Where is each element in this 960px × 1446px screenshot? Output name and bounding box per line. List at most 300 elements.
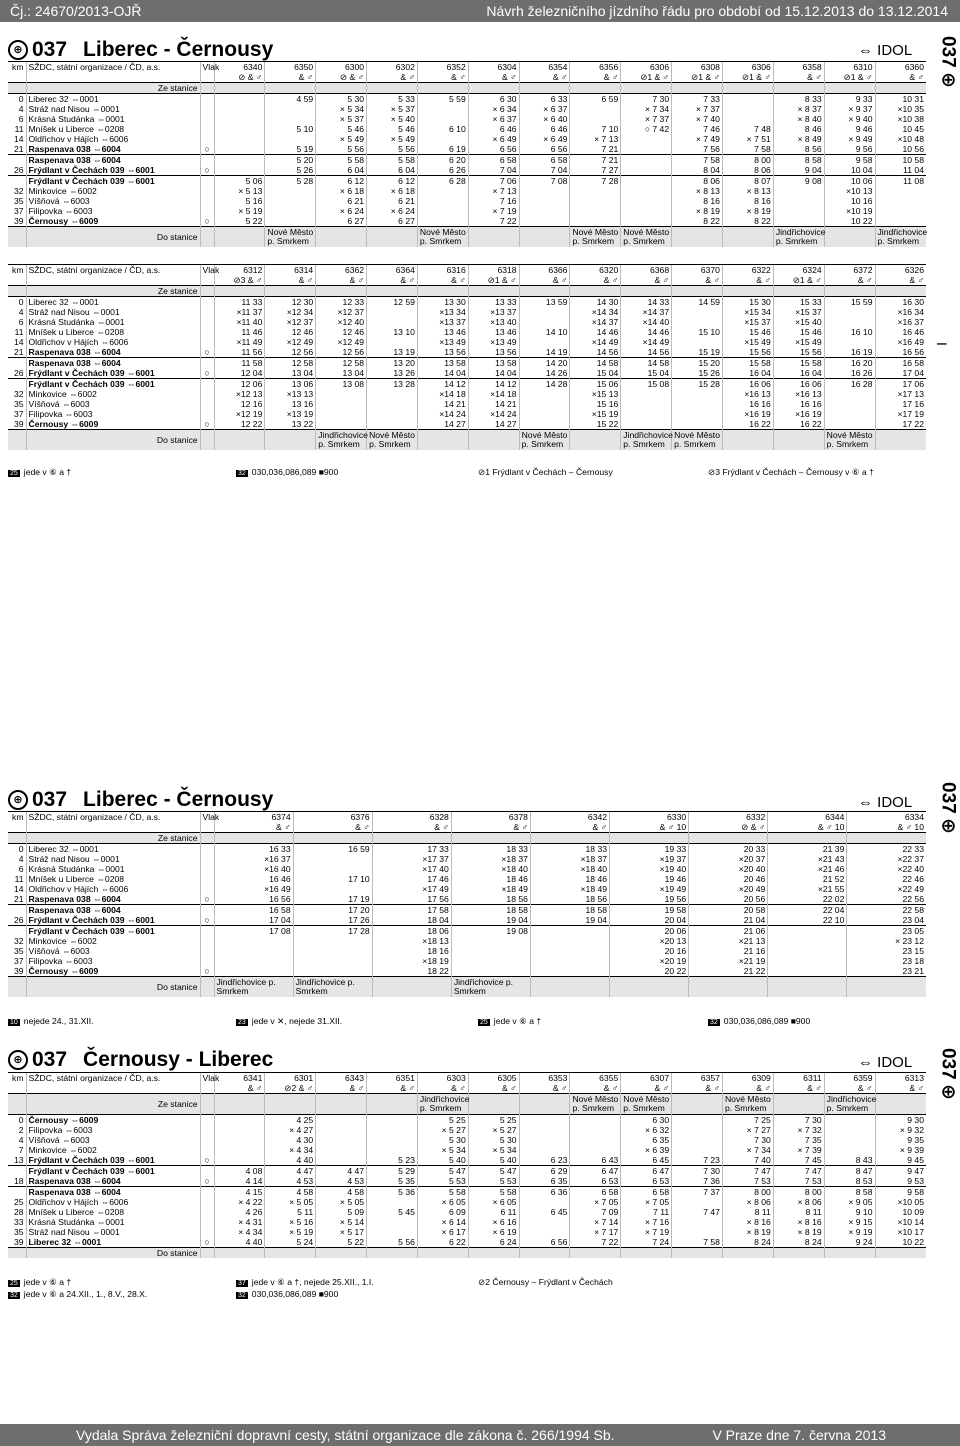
departure-time: ×19 49 [610, 884, 689, 894]
departure-time [214, 1145, 265, 1155]
document-title: Návrh železničního jízdního řádu pro období od 15.12.2013 do 13.12.2014 [486, 3, 948, 19]
facility-icons: & ♂ [316, 275, 367, 286]
departure-time: ×13 49 [417, 337, 468, 347]
departure-time [570, 104, 621, 114]
footnote-badge: 37 [238, 1280, 246, 1287]
departure-time: 6 58 [570, 1187, 621, 1198]
station-row [8, 114, 926, 124]
departure-time: 8 04 [672, 165, 723, 176]
empty-cell [200, 833, 214, 844]
empty-cell [722, 83, 773, 94]
departure-time [570, 186, 621, 196]
departure-time: 6 12 [316, 176, 367, 187]
train-number: 6355 [570, 1073, 621, 1084]
departure-time: 7 56 [672, 144, 723, 155]
departure-time: 19 33 [610, 844, 689, 855]
departure-time: 16 56 [875, 347, 926, 358]
departure-time [265, 134, 316, 144]
operator-label: SŽDC, státní organizace / ČD, a.s. [26, 1073, 200, 1084]
origin-row [8, 1094, 926, 1115]
departure-time: 13 30 [417, 297, 468, 308]
departure-time [621, 206, 672, 216]
facility-icons: & ♂ [451, 822, 530, 833]
departure-time [367, 317, 418, 327]
departure-time: 13 08 [316, 379, 367, 390]
destination-station: Jindřichovice p. Smrkem [214, 977, 293, 998]
empty-cell [316, 1248, 367, 1259]
departure-time [316, 1135, 367, 1145]
departure-time: ×17 49 [372, 884, 451, 894]
departure-time [621, 216, 672, 227]
departure-time: × 6 24 [367, 206, 418, 216]
facility-icons: & ♂ [367, 72, 418, 83]
departure-time: ×16 40 [214, 864, 293, 874]
departure-time: 17 56 [372, 894, 451, 905]
empty-cell [265, 83, 316, 94]
empty-cell [824, 1248, 875, 1259]
station-name: Raspenava 038 ⇔6004 [26, 1187, 200, 1198]
departure-time: 15 22 [570, 419, 621, 430]
departure-time: × 8 49 [773, 134, 824, 144]
km-value: 39 [13, 1236, 24, 1247]
train-number: 6312 [214, 265, 265, 276]
km-value: 26 [13, 367, 24, 378]
departure-time: 12 22 [214, 419, 265, 430]
departure-time [367, 337, 418, 347]
departure-time: 4 59 [265, 94, 316, 105]
departure-time: 4 53 [316, 1176, 367, 1187]
empty-cell [672, 1248, 723, 1259]
departure-time: 16 30 [875, 297, 926, 308]
departure-time: × 9 32 [875, 1125, 926, 1135]
departure-time: 4 15 [214, 1187, 265, 1198]
departure-time: ×15 40 [773, 317, 824, 327]
departure-time: 13 46 [468, 327, 519, 337]
departure-time [367, 1217, 418, 1227]
publisher: Vydala Správa železniční dopravní cesty, státní organizace dle zákona č. 266/1994 Sb. [76, 1427, 615, 1443]
departure-time: 5 46 [316, 124, 367, 134]
departure-time: 18 58 [530, 905, 609, 916]
km-value: 11 [14, 873, 24, 884]
side-tab-3: 037 ⊕ [937, 1048, 959, 1100]
departure-time: × 7 34 [722, 1145, 773, 1155]
station-name: Liberec 32 ⇔0001 [26, 94, 200, 105]
facility-icons: & ♂ [316, 1083, 367, 1094]
departure-time: 5 56 [367, 1237, 418, 1248]
departure-time: 20 06 [610, 926, 689, 937]
departure-time: 12 16 [214, 399, 265, 409]
departure-time: × 5 05 [265, 1197, 316, 1207]
departure-time: 14 56 [570, 347, 621, 358]
departure-time: 16 56 [214, 894, 293, 905]
departure-time: 17 22 [875, 419, 926, 430]
stop-marker [200, 946, 214, 956]
departure-time: 13 59 [519, 297, 570, 308]
empty-cell [26, 275, 200, 286]
departure-time [875, 206, 926, 216]
departure-time: × 5 13 [214, 186, 265, 196]
departure-time: 16 46 [214, 874, 293, 884]
departure-time [316, 1125, 367, 1135]
train-number: 6344 [768, 812, 847, 823]
departure-time [265, 186, 316, 196]
departure-time [316, 419, 367, 430]
departure-time: ×20 49 [689, 884, 768, 894]
train-header: Vlak [200, 812, 214, 823]
station-row [8, 1187, 926, 1198]
km-value: 4 [18, 853, 24, 864]
origin-station: Nové Město p. Smrkem [570, 1094, 621, 1115]
departure-time: × 7 37 [672, 104, 723, 114]
destination-station: Nové Město p. Smrkem [367, 430, 418, 451]
station-name: Frýdlant v Čechách 039 ⇔6001 [26, 165, 200, 176]
departure-time: 6 10 [417, 124, 468, 134]
station-row [8, 966, 926, 977]
departure-time [824, 1125, 875, 1135]
departure-time: × 6 16 [468, 1217, 519, 1227]
departure-time: × 9 37 [824, 104, 875, 114]
departure-time: 14 46 [570, 327, 621, 337]
stop-marker [200, 1187, 214, 1198]
destination-station: Nové Město p. Smrkem [265, 227, 316, 248]
departure-time: 15 04 [570, 368, 621, 379]
station-name: Stráž nad Nisou ⇔0001 [26, 854, 200, 864]
departure-time [722, 114, 773, 124]
stop-marker [200, 1197, 214, 1207]
empty-cell [768, 833, 847, 844]
departure-time: 9 45 [875, 1155, 926, 1166]
empty-cell [26, 72, 200, 83]
departure-time: 14 28 [519, 379, 570, 390]
station-row [8, 905, 926, 916]
departure-time: 15 59 [824, 297, 875, 308]
departure-time [519, 389, 570, 399]
departure-time [367, 1145, 418, 1155]
departure-time: ×11 37 [214, 307, 265, 317]
km-value [8, 1187, 26, 1198]
empty-cell [200, 822, 214, 833]
departure-time [451, 936, 530, 946]
destination-station [875, 430, 926, 451]
departure-time [672, 1125, 723, 1135]
departure-time: 15 08 [621, 379, 672, 390]
origin-station [265, 1094, 316, 1115]
departure-time: 16 22 [722, 419, 773, 430]
departure-time [875, 186, 926, 196]
empty-cell [451, 833, 530, 844]
stop-marker [200, 196, 214, 206]
destination-station [265, 430, 316, 451]
facility-icons: & ♂ 10 [610, 822, 689, 833]
empty-cell [200, 1094, 214, 1115]
empty-cell [316, 286, 367, 297]
departure-time: ×18 40 [451, 864, 530, 874]
footnote-badge: 25 [10, 1280, 18, 1287]
departure-time: 22 56 [847, 894, 926, 905]
train-number: 6340 [214, 62, 265, 73]
departure-time: 4 40 [214, 1237, 265, 1248]
departure-time: 13 28 [367, 379, 418, 390]
departure-time: 8 06 [722, 165, 773, 176]
departure-time [621, 144, 672, 155]
stop-marker [200, 337, 214, 347]
departure-time [621, 165, 672, 176]
train-symbol-icon: ⊕ [937, 71, 959, 88]
station-name: Frýdlant v Čechách 039 ⇔6001 [26, 176, 200, 187]
destination-station [214, 227, 265, 248]
departure-time: ×14 40 [621, 317, 672, 327]
train-number-row [8, 1073, 926, 1084]
departure-time: 23 04 [847, 915, 926, 926]
footnote [236, 467, 338, 477]
departure-time: 7 45 [773, 1155, 824, 1166]
destination-station [824, 227, 875, 248]
stop-marker [200, 317, 214, 327]
stop-marker: ○ [200, 1237, 214, 1248]
km-value: 39 [13, 215, 24, 226]
idol-label: ⇔ IDOL [858, 794, 913, 811]
stop-marker [200, 389, 214, 399]
footnote-text: jede v ⑥ a †, nejede 25.XII., 1.I. [251, 1277, 374, 1287]
departure-time: 16 28 [824, 379, 875, 390]
departure-time: × 5 19 [265, 1227, 316, 1237]
footnote-text: nejede 24., 31.XII. [23, 1016, 94, 1026]
departure-time: × 5 34 [316, 104, 367, 114]
station-name: Liberec 32 ⇔0001 [26, 297, 200, 308]
departure-time [417, 186, 468, 196]
train-number: 6374 [214, 812, 293, 823]
departure-time: 8 00 [773, 1187, 824, 1198]
empty-cell [8, 833, 26, 844]
departure-time: 13 56 [417, 347, 468, 358]
departure-time [214, 104, 265, 114]
departure-time: 16 16 [773, 399, 824, 409]
departure-time: 6 35 [519, 1176, 570, 1187]
station-row [8, 297, 926, 308]
facility-row [8, 275, 926, 286]
departure-time: × 7 14 [570, 1217, 621, 1227]
departure-time: ×17 19 [875, 409, 926, 419]
departure-time: 7 04 [519, 165, 570, 176]
departure-time: 8 43 [824, 1155, 875, 1166]
departure-time: × 7 05 [621, 1197, 672, 1207]
timetable-title-3: ⊕ 037 Liberec - Černousy [8, 788, 273, 812]
train-icon: ⊕ [8, 790, 28, 810]
departure-time: 18 06 [372, 926, 451, 937]
km-value: 11 [14, 123, 24, 134]
departure-time [875, 216, 926, 227]
origin-station: Jindřichovice p. Smrkem [824, 1094, 875, 1115]
empty-cell [8, 430, 26, 451]
facility-icons: & ♂ [214, 822, 293, 833]
stop-marker [200, 186, 214, 196]
station-name: Liberec 32 ⇔0001 [26, 1237, 200, 1248]
page-footer [0, 1424, 960, 1446]
departure-time: ×15 34 [722, 307, 773, 317]
stop-marker [200, 206, 214, 216]
station-row [8, 358, 926, 369]
page-header [0, 0, 960, 22]
departure-time: ×20 37 [689, 854, 768, 864]
train-number: 6353 [519, 1073, 570, 1084]
departure-time: × 8 13 [722, 186, 773, 196]
empty-cell [824, 83, 875, 94]
facility-icons: & ♂ [773, 72, 824, 83]
departure-time: 13 19 [367, 347, 418, 358]
departure-time: 18 46 [451, 874, 530, 884]
station-name: Frýdlant v Čechách 039 ⇔6001 [26, 379, 200, 390]
station-row [8, 104, 926, 114]
footnote [8, 1277, 71, 1288]
departure-time [519, 1115, 570, 1126]
departure-time: 8 00 [722, 155, 773, 166]
station-name: Frýdlant v Čechách 039 ⇔6001 [26, 1166, 200, 1177]
station-name: Raspenava 038 ⇔6004 [26, 894, 200, 905]
km-value: 32 [13, 935, 24, 946]
departure-time: 7 30 [672, 1166, 723, 1177]
origin-row [8, 286, 926, 297]
station-name: Minkovice ⇔6002 [26, 1145, 200, 1155]
departure-time: ×14 18 [468, 389, 519, 399]
departure-time: 15 58 [773, 358, 824, 369]
footnote-text: jede v ⑥ a 24.XII., 1., 8.V., 28.X. [23, 1289, 148, 1299]
departure-time [451, 946, 530, 956]
departure-time: 6 22 [417, 1237, 468, 1248]
departure-time: ×19 37 [610, 854, 689, 864]
departure-time: 7 10 [570, 124, 621, 134]
km-header: km [8, 265, 26, 276]
station-row [8, 1166, 926, 1177]
destination-row [8, 977, 926, 998]
departure-time [417, 134, 468, 144]
departure-time [672, 409, 723, 419]
footnote [8, 467, 71, 478]
train-number: 6330 [610, 812, 689, 823]
train-number: 6313 [875, 1073, 926, 1084]
station-row [8, 1135, 926, 1145]
departure-time: × 6 05 [468, 1197, 519, 1207]
departure-time: 7 58 [672, 1237, 723, 1248]
station-row [8, 926, 926, 937]
departure-time: 19 04 [451, 915, 530, 926]
departure-time: 6 09 [417, 1207, 468, 1217]
stop-marker: ○ [200, 368, 214, 379]
origin-station [773, 1094, 824, 1115]
departure-time: ×21 46 [768, 864, 847, 874]
departure-time: 7 40 [722, 1155, 773, 1166]
empty-cell [367, 1248, 418, 1259]
facility-icons: ⊘1 & ♂ [672, 72, 723, 83]
stop-marker [200, 124, 214, 134]
facility-row [8, 822, 926, 833]
departure-time [824, 389, 875, 399]
idol-label: ⇔ IDOL [858, 42, 913, 59]
departure-time: 23 05 [847, 926, 926, 937]
facility-icons: ⊘1 & ♂ [468, 275, 519, 286]
empty-cell [570, 286, 621, 297]
empty-cell [847, 833, 926, 844]
footnote-badge: 32 [710, 1019, 718, 1026]
station-row [8, 844, 926, 855]
destination-station: Jindřichovice p. Smrkem [875, 227, 926, 248]
departure-time: 7 48 [722, 124, 773, 134]
departure-time: ×16 19 [722, 409, 773, 419]
departure-time: 5 59 [417, 94, 468, 105]
footnote [478, 467, 613, 478]
departure-time: ×12 40 [316, 317, 367, 327]
departure-time [824, 337, 875, 347]
departure-time [367, 1115, 418, 1126]
departure-time: 6 43 [570, 1155, 621, 1166]
footnote-text: jede v ⑥ a † [23, 1277, 72, 1287]
station-name: Stráž nad Nisou ⇔0001 [26, 307, 200, 317]
departure-time: 22 46 [847, 874, 926, 884]
departure-time [672, 389, 723, 399]
departure-time: × 8 06 [722, 1197, 773, 1207]
departure-time: ×10 17 [875, 1227, 926, 1237]
departure-time: ×16 37 [875, 317, 926, 327]
departure-time: 13 26 [367, 368, 418, 379]
destination-station [610, 977, 689, 998]
destination-station [722, 227, 773, 248]
empty-cell [316, 83, 367, 94]
km-value: 39 [13, 418, 24, 429]
departure-time: 10 06 [824, 176, 875, 187]
departure-time: 10 58 [875, 155, 926, 166]
footnote [236, 1277, 374, 1288]
departure-time [265, 104, 316, 114]
train-number: 6305 [468, 1073, 519, 1084]
departure-time: × 6 49 [519, 134, 570, 144]
footnote-text: 030,036,086,089 ■900 [251, 467, 339, 477]
departure-time: ×18 37 [451, 854, 530, 864]
departure-time: ×21 13 [689, 936, 768, 946]
departure-time [214, 134, 265, 144]
departure-time: 16 46 [875, 327, 926, 337]
departure-time: 5 33 [367, 94, 418, 105]
departure-time: ×14 37 [621, 307, 672, 317]
departure-time: 7 37 [672, 1187, 723, 1198]
empty-cell [468, 286, 519, 297]
stop-marker [200, 926, 214, 937]
departure-time: 6 47 [621, 1166, 672, 1177]
departure-time: 11 33 [214, 297, 265, 308]
departure-time [621, 134, 672, 144]
departure-time: 15 28 [672, 379, 723, 390]
station-row [8, 1115, 926, 1126]
station-row [8, 936, 926, 946]
facility-icons: & ♂ [875, 72, 926, 83]
departure-time: 20 58 [689, 905, 768, 916]
departure-time: 5 22 [214, 216, 265, 227]
station-name: Mníšek u Liberce ⇔0208 [26, 327, 200, 337]
departure-time: 11 58 [214, 358, 265, 369]
departure-time: × 8 37 [773, 104, 824, 114]
destination-station: Jindřichovice p. Smrkem [621, 430, 672, 451]
departure-time: 18 56 [530, 894, 609, 905]
departure-time: 21 52 [768, 874, 847, 884]
km-value: 7 [18, 1144, 24, 1155]
departure-time: 19 04 [530, 915, 609, 926]
stop-marker [200, 379, 214, 390]
destination-station [768, 977, 847, 998]
km-value [8, 155, 26, 166]
departure-time: 13 46 [417, 327, 468, 337]
departure-time [519, 337, 570, 347]
departure-time: 23 21 [847, 966, 926, 977]
departure-time: 5 23 [367, 1155, 418, 1166]
destination-station [722, 430, 773, 451]
